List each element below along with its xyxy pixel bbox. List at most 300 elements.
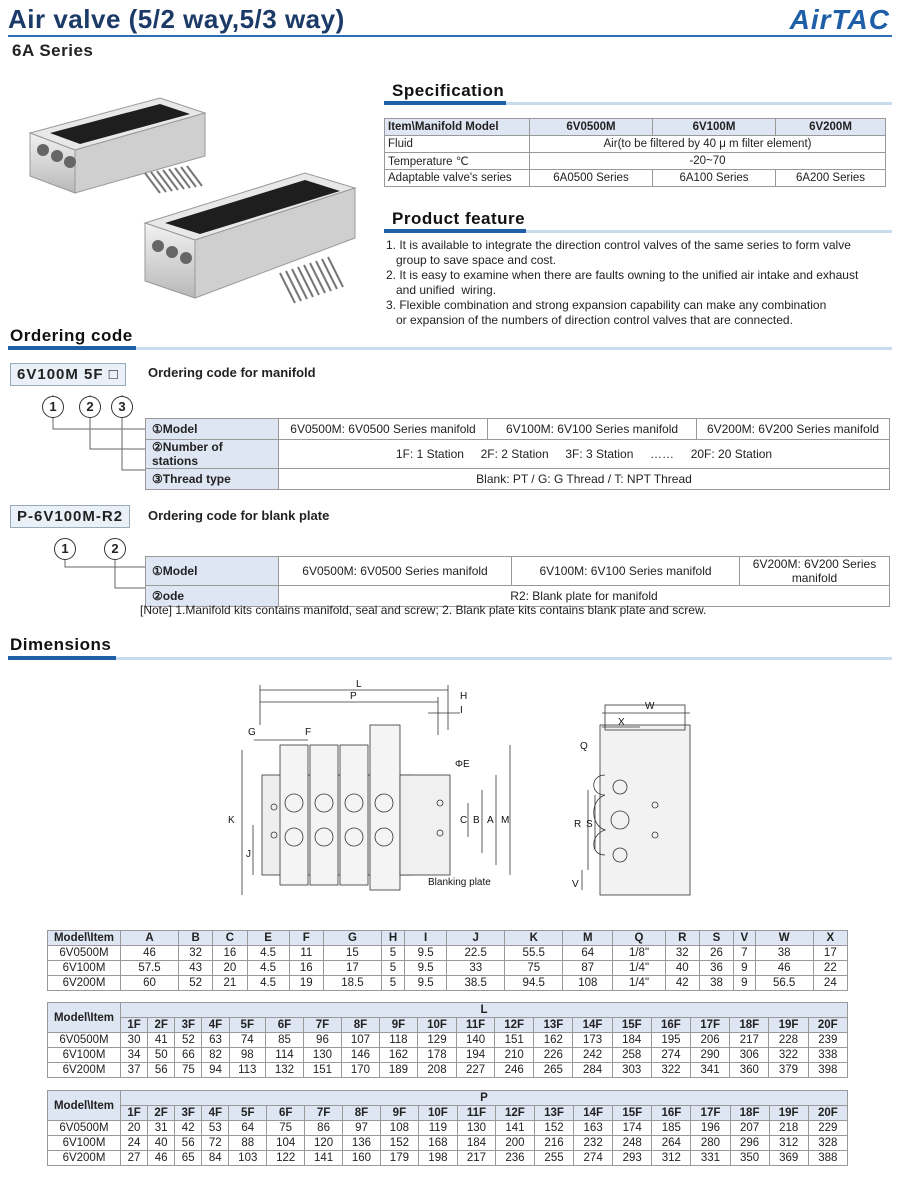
- value-cell: 129: [417, 1033, 456, 1048]
- ord-value: 6V200M: 6V200 Series manifold: [697, 419, 890, 440]
- value-cell: 97: [343, 1121, 381, 1136]
- series-title: 6A Series: [12, 41, 94, 60]
- dim-header-cell: 7F: [303, 1018, 341, 1033]
- value-cell: 173: [573, 1033, 612, 1048]
- dim-header-cell: 14F: [574, 1106, 613, 1121]
- value-cell: 16: [289, 961, 323, 976]
- value-cell: 130: [457, 1121, 495, 1136]
- dim-label-M: M: [501, 815, 510, 826]
- value-cell: 350: [730, 1151, 769, 1166]
- value-cell: 42: [665, 976, 699, 991]
- dim-header-cell: 6F: [267, 1106, 305, 1121]
- dim-header-cell: 9F: [380, 1106, 418, 1121]
- dim-label-R: R: [574, 819, 582, 830]
- value-cell: 103: [229, 1151, 267, 1166]
- heading-accent: [8, 346, 136, 350]
- value-cell: 284: [573, 1063, 612, 1078]
- model-cell: 6V200M: [48, 976, 121, 991]
- dim-header-cell: 14F: [573, 1018, 612, 1033]
- value-cell: 9.5: [405, 961, 447, 976]
- dim-header-cell: J: [447, 931, 505, 946]
- dim-label-S: S: [586, 819, 593, 830]
- value-cell: 27: [121, 1151, 148, 1166]
- value-cell: 163: [574, 1121, 613, 1136]
- value-cell: 7: [734, 946, 756, 961]
- ord-label: ②Number of stations: [146, 440, 279, 469]
- value-cell: 63: [202, 1033, 229, 1048]
- dim-header-cell: 1F: [121, 1106, 148, 1121]
- dim-label-C: C: [460, 815, 468, 826]
- feature-item: 1. It is available to integrate the direction control valves of the same series to form valve: [386, 238, 851, 252]
- dim-header-cell: C: [213, 931, 247, 946]
- value-cell: 152: [534, 1121, 573, 1136]
- dim-label-J: J: [246, 849, 251, 860]
- value-cell: 360: [730, 1063, 769, 1078]
- value-cell: 229: [808, 1121, 847, 1136]
- value-cell: 86: [305, 1121, 343, 1136]
- value-cell: 32: [179, 946, 213, 961]
- dim-header-cell: 15F: [613, 1106, 652, 1121]
- dim-header-cell: 8F: [341, 1018, 379, 1033]
- model-cell: 6V0500M: [48, 946, 121, 961]
- dim-header-cell: Q: [613, 931, 665, 946]
- value-cell: 236: [495, 1151, 534, 1166]
- dim-header-cell: 13F: [534, 1106, 573, 1121]
- value-cell: 274: [651, 1048, 690, 1063]
- value-cell: 4.5: [247, 961, 289, 976]
- value-cell: 338: [808, 1048, 847, 1063]
- value-cell: 198: [418, 1151, 457, 1166]
- value-cell: 328: [808, 1136, 847, 1151]
- dim-label-F: F: [305, 727, 312, 738]
- spec-header-model: 6V0500M: [530, 119, 653, 136]
- callout-1: 1: [42, 396, 64, 418]
- dim-header-cell: 3F: [175, 1018, 202, 1033]
- value-cell: 84: [202, 1151, 229, 1166]
- dimension-table-P: [47, 1090, 848, 1166]
- value-cell: 120: [305, 1136, 343, 1151]
- dim-label-I: I: [460, 705, 463, 716]
- table-row: [48, 1033, 848, 1048]
- dim-header-cell: E: [247, 931, 289, 946]
- value-cell: 210: [495, 1048, 534, 1063]
- feature-item: 3. Flexible combination and strong expansion capability can make any combination: [386, 298, 827, 312]
- value-cell: 189: [379, 1063, 417, 1078]
- table-row: [48, 961, 848, 976]
- spec-value: -20~70: [530, 153, 886, 170]
- value-cell: 30: [121, 1033, 148, 1048]
- spec-value: Air(to be filtered by 40 μ m filter element): [530, 136, 886, 153]
- value-cell: 64: [563, 946, 613, 961]
- dim-header-cell: I: [405, 931, 447, 946]
- spec-header-model: 6V100M: [653, 119, 776, 136]
- value-cell: 130: [303, 1048, 341, 1063]
- value-cell: 369: [769, 1151, 808, 1166]
- value-cell: 46: [755, 961, 813, 976]
- dim-header-cell: 18F: [730, 1018, 769, 1033]
- model-cell: 6V100M: [48, 1048, 121, 1063]
- ord-value: 6V0500M: 6V0500 Series manifold: [279, 557, 512, 586]
- dim-label-B: B: [473, 815, 480, 826]
- dim-group-header: P: [121, 1091, 848, 1106]
- value-cell: 24: [121, 1136, 148, 1151]
- blank-plate-caption: Ordering code for blank plate: [148, 508, 330, 523]
- value-cell: 1/4": [613, 976, 665, 991]
- spec-label: Fluid: [385, 136, 530, 153]
- dim-header-cell: 17F: [691, 1106, 730, 1121]
- callout-3: 3: [111, 396, 133, 418]
- value-cell: 264: [652, 1136, 691, 1151]
- value-cell: 74: [229, 1033, 265, 1048]
- value-cell: 217: [457, 1151, 495, 1166]
- value-cell: 1/4": [613, 961, 665, 976]
- value-cell: 87: [563, 961, 613, 976]
- value-cell: 312: [769, 1136, 808, 1151]
- value-cell: 341: [691, 1063, 730, 1078]
- dim-header-cell: 1F: [121, 1018, 148, 1033]
- value-cell: 98: [229, 1048, 265, 1063]
- dim-label-X: X: [618, 717, 625, 728]
- value-cell: 239: [808, 1033, 847, 1048]
- value-cell: 151: [303, 1063, 341, 1078]
- value-cell: 15: [323, 946, 381, 961]
- dim-header-cell: 9F: [379, 1018, 417, 1033]
- dim-label-L: L: [356, 679, 362, 690]
- value-cell: 312: [652, 1151, 691, 1166]
- value-cell: 226: [534, 1048, 573, 1063]
- value-cell: 119: [418, 1121, 457, 1136]
- dim-header-cell: V: [734, 931, 756, 946]
- value-cell: 258: [612, 1048, 651, 1063]
- value-cell: 322: [769, 1048, 808, 1063]
- value-cell: 227: [457, 1063, 495, 1078]
- dimension-table-1: [47, 930, 848, 991]
- dim-header-cell: 11F: [457, 1018, 495, 1033]
- spec-header-model: 6V200M: [776, 119, 886, 136]
- dim-header-cell: 7F: [305, 1106, 343, 1121]
- dim-header-cell: A: [121, 931, 179, 946]
- value-cell: 60: [121, 976, 179, 991]
- heading-accent: [384, 101, 506, 105]
- table-row: [48, 946, 848, 961]
- dim-header-cell: 13F: [534, 1018, 573, 1033]
- value-cell: 96: [303, 1033, 341, 1048]
- value-cell: 293: [613, 1151, 652, 1166]
- value-cell: 9: [734, 961, 756, 976]
- dimensions-heading: Dimensions: [10, 635, 112, 654]
- dim-group-header: L: [121, 1003, 848, 1018]
- value-cell: 306: [730, 1048, 769, 1063]
- value-cell: 56.5: [755, 976, 813, 991]
- dimension-table-L: [47, 1002, 848, 1078]
- dim-header-cell: K: [505, 931, 563, 946]
- value-cell: 5: [381, 946, 404, 961]
- dimension-drawing: [220, 675, 700, 910]
- value-cell: 151: [495, 1033, 534, 1048]
- spec-label: Temperature ℃: [385, 153, 530, 170]
- value-cell: 65: [175, 1151, 202, 1166]
- heading-accent: [8, 656, 116, 660]
- value-cell: 114: [265, 1048, 303, 1063]
- feature-list: [386, 238, 892, 328]
- table-row: [48, 976, 848, 991]
- dim-header-cell: F: [289, 931, 323, 946]
- value-cell: 31: [148, 1121, 175, 1136]
- value-cell: 41: [148, 1033, 175, 1048]
- dim-header-cell: 19F: [769, 1106, 808, 1121]
- dim-header-cell: 8F: [343, 1106, 381, 1121]
- value-cell: 255: [534, 1151, 573, 1166]
- value-cell: 34: [121, 1048, 148, 1063]
- ord-value: 6V100M: 6V100 Series manifold: [488, 419, 697, 440]
- heading-rule: [526, 230, 892, 233]
- blank-leader-lines: [0, 527, 160, 607]
- value-cell: 46: [121, 946, 179, 961]
- dim-header-cell: Model\Item: [48, 1003, 121, 1033]
- value-cell: 24: [813, 976, 847, 991]
- value-cell: 246: [495, 1063, 534, 1078]
- dim-header-cell: B: [179, 931, 213, 946]
- table-row: [48, 1048, 848, 1063]
- value-cell: 21: [213, 976, 247, 991]
- dim-label-H: H: [460, 691, 468, 702]
- brand-logo: AirTAC: [789, 4, 890, 35]
- value-cell: 208: [417, 1063, 456, 1078]
- value-cell: 206: [691, 1033, 730, 1048]
- value-cell: 379: [769, 1063, 808, 1078]
- value-cell: 398: [808, 1063, 847, 1078]
- ordering-code-heading: Ordering code: [10, 326, 133, 345]
- value-cell: 36: [699, 961, 733, 976]
- value-cell: 232: [574, 1136, 613, 1151]
- value-cell: 200: [495, 1136, 534, 1151]
- value-cell: 38: [699, 976, 733, 991]
- value-cell: 42: [175, 1121, 202, 1136]
- value-cell: 11: [289, 946, 323, 961]
- value-cell: 66: [175, 1048, 202, 1063]
- dim-header-cell: S: [699, 931, 733, 946]
- value-cell: 4.5: [247, 946, 289, 961]
- value-cell: 56: [175, 1136, 202, 1151]
- dim-header-cell: 20F: [808, 1106, 847, 1121]
- value-cell: 107: [341, 1033, 379, 1048]
- value-cell: 141: [305, 1151, 343, 1166]
- dim-header-cell: 4F: [202, 1018, 229, 1033]
- dim-header-cell: 5F: [229, 1106, 267, 1121]
- value-cell: 50: [148, 1048, 175, 1063]
- blank-ordering-table: [145, 556, 890, 607]
- value-cell: 217: [730, 1033, 769, 1048]
- dim-header-cell: H: [381, 931, 404, 946]
- dim-label-Q: Q: [580, 741, 588, 752]
- value-cell: 303: [612, 1063, 651, 1078]
- value-cell: 179: [380, 1151, 418, 1166]
- manifold-code-caption: Ordering code for manifold: [148, 365, 316, 380]
- feature-item: or expansion of the numbers of direction control valves that are connected.: [386, 313, 793, 327]
- table-row: [48, 1151, 848, 1166]
- value-cell: 88: [229, 1136, 267, 1151]
- specification-table: [384, 118, 886, 187]
- ord-label: ①Model: [146, 557, 279, 586]
- specification-heading: Specification: [392, 81, 505, 100]
- dim-header-cell: 3F: [175, 1106, 202, 1121]
- header-divider: [8, 35, 892, 37]
- value-cell: 18.5: [323, 976, 381, 991]
- value-cell: 33: [447, 961, 505, 976]
- value-cell: 174: [613, 1121, 652, 1136]
- value-cell: 40: [148, 1136, 175, 1151]
- dim-header-cell: R: [665, 931, 699, 946]
- spec-value: 6A200 Series: [776, 170, 886, 187]
- feature-item: 2. It is easy to examine when there are faults owning to the unified air intake and exhaust: [386, 268, 859, 282]
- value-cell: 140: [457, 1033, 495, 1048]
- dim-header-cell: W: [755, 931, 813, 946]
- heading-rule: [506, 102, 892, 105]
- value-cell: 20: [213, 961, 247, 976]
- spec-value: 6A100 Series: [653, 170, 776, 187]
- value-cell: 22: [813, 961, 847, 976]
- value-cell: 53: [202, 1121, 229, 1136]
- value-cell: 331: [691, 1151, 730, 1166]
- value-cell: 141: [495, 1121, 534, 1136]
- dim-header-cell: 5F: [229, 1018, 265, 1033]
- value-cell: 104: [267, 1136, 305, 1151]
- dim-header-cell: M: [563, 931, 613, 946]
- value-cell: 162: [534, 1033, 573, 1048]
- value-cell: 280: [691, 1136, 730, 1151]
- dim-header-cell: 15F: [612, 1018, 651, 1033]
- dim-label-V: V: [572, 879, 579, 890]
- value-cell: 16: [213, 946, 247, 961]
- value-cell: 274: [574, 1151, 613, 1166]
- value-cell: 5: [381, 961, 404, 976]
- value-cell: 196: [691, 1121, 730, 1136]
- value-cell: 184: [612, 1033, 651, 1048]
- dim-header-cell: 11F: [457, 1106, 495, 1121]
- model-cell: 6V200M: [48, 1151, 121, 1166]
- model-cell: 6V100M: [48, 961, 121, 976]
- value-cell: 9.5: [405, 946, 447, 961]
- ord-value: 6V0500M: 6V0500 Series manifold: [279, 419, 488, 440]
- value-cell: 17: [813, 946, 847, 961]
- value-cell: 388: [808, 1151, 847, 1166]
- ord-label: ①Model: [146, 419, 279, 440]
- value-cell: 40: [665, 961, 699, 976]
- ord-value: 6V100M: 6V100 Series manifold: [512, 557, 740, 586]
- value-cell: 136: [343, 1136, 381, 1151]
- spec-header-item: Item\Manifold Model: [385, 119, 530, 136]
- value-cell: 4.5: [247, 976, 289, 991]
- page-title: Air valve (5/2 way,5/3 way): [8, 4, 345, 34]
- value-cell: 52: [175, 1033, 202, 1048]
- value-cell: 22.5: [447, 946, 505, 961]
- dim-header-cell: 18F: [730, 1106, 769, 1121]
- ordering-note: [Note] 1.Manifold kits contains manifold, seal and screw; 2. Blank plate kits contains blank plate and screw.: [140, 603, 707, 617]
- dim-header-cell: 4F: [202, 1106, 229, 1121]
- value-cell: 248: [613, 1136, 652, 1151]
- callout-2: 2: [104, 538, 126, 560]
- dim-header-cell: 6F: [265, 1018, 303, 1033]
- value-cell: 207: [730, 1121, 769, 1136]
- ord-value: 1F: 1 Station 2F: 2 Station 3F: 3 Station …… 20F: 20 Station: [279, 440, 890, 469]
- dim-label-W: W: [645, 701, 655, 712]
- value-cell: 32: [665, 946, 699, 961]
- spec-value: 6A0500 Series: [530, 170, 653, 187]
- value-cell: 108: [563, 976, 613, 991]
- callout-1: 1: [54, 538, 76, 560]
- dim-label-A: A: [487, 815, 494, 826]
- product-image: [10, 88, 370, 318]
- value-cell: 290: [691, 1048, 730, 1063]
- value-cell: 152: [380, 1136, 418, 1151]
- dim-label-E: ΦE: [455, 759, 470, 770]
- value-cell: 122: [267, 1151, 305, 1166]
- value-cell: 118: [379, 1033, 417, 1048]
- value-cell: 94.5: [505, 976, 563, 991]
- value-cell: 194: [457, 1048, 495, 1063]
- value-cell: 168: [418, 1136, 457, 1151]
- value-cell: 82: [202, 1048, 229, 1063]
- value-cell: 242: [573, 1048, 612, 1063]
- value-cell: 113: [229, 1063, 265, 1078]
- blanking-plate-label: Blanking plate: [428, 877, 491, 888]
- value-cell: 1/8": [613, 946, 665, 961]
- value-cell: 160: [343, 1151, 381, 1166]
- value-cell: 265: [534, 1063, 573, 1078]
- value-cell: 52: [179, 976, 213, 991]
- manifold-code: 6V100M 5F □: [10, 363, 126, 386]
- value-cell: 75: [267, 1121, 305, 1136]
- value-cell: 218: [769, 1121, 808, 1136]
- feature-item: group to save space and cost.: [386, 253, 557, 267]
- dim-header-cell: 19F: [769, 1018, 808, 1033]
- dim-header-cell: 12F: [495, 1018, 534, 1033]
- value-cell: 85: [265, 1033, 303, 1048]
- ord-label: ②ode: [146, 586, 279, 607]
- dim-header-cell: Model\Item: [48, 931, 121, 946]
- value-cell: 9: [734, 976, 756, 991]
- dim-header-cell: 16F: [651, 1018, 690, 1033]
- dim-header-cell: 12F: [495, 1106, 534, 1121]
- ord-value: R2: Blank plate for manifold: [279, 586, 890, 607]
- value-cell: 216: [534, 1136, 573, 1151]
- heading-accent: [384, 229, 526, 233]
- dim-header-cell: 2F: [148, 1106, 175, 1121]
- value-cell: 178: [417, 1048, 456, 1063]
- dim-header-cell: 2F: [148, 1018, 175, 1033]
- table-row: [48, 1136, 848, 1151]
- value-cell: 108: [380, 1121, 418, 1136]
- value-cell: 195: [651, 1033, 690, 1048]
- heading-rule: [116, 657, 892, 660]
- dim-header-cell: 10F: [417, 1018, 456, 1033]
- table-row: [48, 1121, 848, 1136]
- dim-label-G: G: [248, 727, 256, 738]
- value-cell: 38.5: [447, 976, 505, 991]
- model-cell: 6V100M: [48, 1136, 121, 1151]
- value-cell: 57.5: [121, 961, 179, 976]
- dim-label-P: P: [350, 691, 357, 702]
- spec-label: Adaptable valve's series: [385, 170, 530, 187]
- value-cell: 17: [323, 961, 381, 976]
- table-row: [48, 1063, 848, 1078]
- value-cell: 75: [505, 961, 563, 976]
- model-cell: 6V200M: [48, 1063, 121, 1078]
- value-cell: 162: [379, 1048, 417, 1063]
- value-cell: 146: [341, 1048, 379, 1063]
- value-cell: 170: [341, 1063, 379, 1078]
- dim-header-cell: 17F: [691, 1018, 730, 1033]
